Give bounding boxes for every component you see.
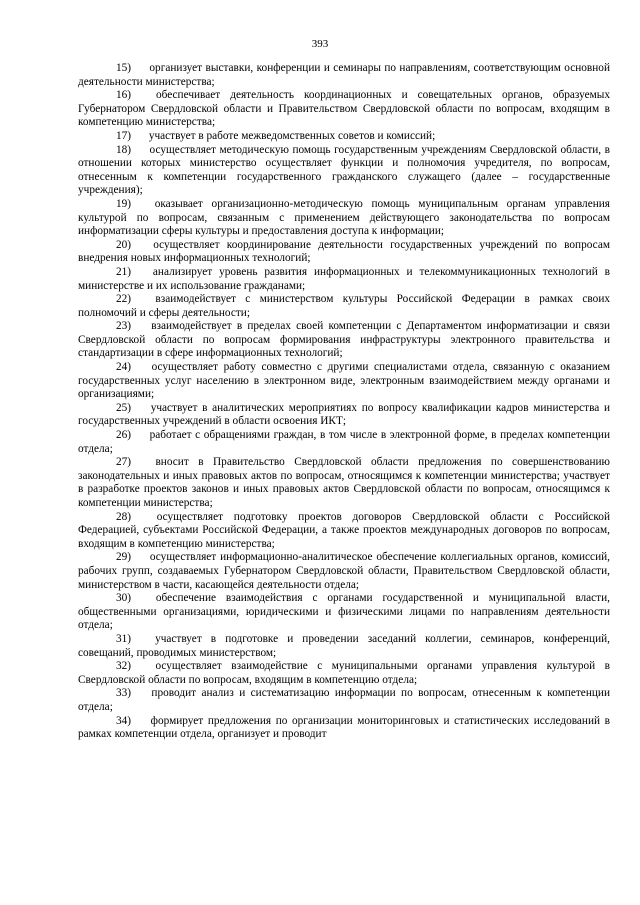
item-text: осуществляет методическую помощь государственным учреждениям Свердловской области, в отношении которых министерство осуществляет функции и полномочия учредителя, по вопросам, отнесенным к компетенции государственного гражданского служащего (далее – государственные учреждения);: [78, 143, 610, 197]
item-number: 22): [116, 293, 132, 306]
item-number: 26): [116, 429, 132, 442]
item-number: 31): [116, 632, 132, 645]
list-item: [78, 660, 610, 687]
item-number: 16): [116, 89, 132, 102]
list-item: [78, 144, 610, 198]
item-text: осуществляет подготовку проектов договоров Свердловской области с Российской Федерацией, субъектами Российской Федерации, а также проектов международных договоров по вопросам, входящим в компетенцию министерства;: [78, 510, 610, 550]
item-text: взаимодействует в пределах своей компетенции с Департаментом информатизации и связи Свердловской области по вопросам формирования инфраструктуры электронного правительства и стандартизации в сфере информационных технологий;: [78, 320, 611, 360]
list-item: [78, 130, 610, 144]
list-item: [78, 592, 610, 633]
item-text: организует выставки, конференции и семинары по направлениям, соответствующим основной деятельности министерства;: [78, 62, 610, 88]
item-text: взаимодействует с министерством культуры Российской Федерации в рамках своих полномочий и сферы деятельности;: [78, 293, 611, 319]
item-number: 19): [116, 197, 132, 210]
list-item: [78, 89, 610, 130]
list-item: [78, 429, 610, 456]
list-item: [78, 715, 610, 742]
item-number: 27): [116, 456, 132, 469]
page-number: 393: [311, 38, 329, 50]
item-text: осуществляет информационно-аналитическое обеспечение коллегиальных органов, комиссий, рабочих групп, создаваемых Губернатором Свердловской области, Правительством Свердловской области, министерством в части, касающейся деятельности отдела;: [78, 551, 610, 591]
list-item: [78, 62, 610, 89]
item-number: 29): [116, 551, 132, 564]
item-text: работает с обращениями граждан, в том числе в электронной форме, в пределах компетенции отдела;: [78, 429, 610, 455]
list-item: [78, 293, 610, 320]
item-text: участвует в подготовке и проведении заседаний коллегии, семинаров, конференций, совещаний, проводимых министерством;: [78, 632, 610, 659]
item-text: анализирует уровень развития информационных и телекоммуникационных технологий в министерстве и их использование гражданами;: [78, 265, 610, 292]
item-number: 24): [116, 361, 132, 374]
item-text: вносит в Правительство Свердловской области предложения по совершенствованию законодательных и иных правовых актов по вопросам, относящимся к компетенции министерства; участвует в разработке проектов законов и иных правовых актов Свердловской области по вопросам, относящимся к компетенции министерства;: [78, 456, 610, 509]
list-item: [78, 198, 610, 239]
item-number: 25): [116, 401, 132, 414]
list-item: [78, 687, 610, 714]
document-body: [78, 62, 610, 742]
item-number: 21): [116, 265, 132, 278]
item-text: обеспечивает деятельность координационных и совещательных органов, образуемых Губернатором Свердловской области и Правительством Свердловской области по вопросам, входящим в компетенцию министерства;: [78, 89, 611, 129]
list-item: [78, 266, 610, 293]
item-text: оказывает организационно-методическую помощь муниципальным органам управления культурой по вопросам, связанным с применением действующего законодательства по вопросам информатизации сферы культуры и предоставления доступа к информации;: [78, 197, 610, 238]
item-number: 15): [116, 62, 132, 74]
list-item: [78, 239, 610, 266]
list-item: [78, 551, 610, 592]
item-number: 28): [116, 510, 132, 523]
item-text: обеспечение взаимодействия с органами государственной и муниципальной власти, общественными организациями, юридическими и физическими лицами по направлениям деятельности отдела;: [78, 592, 610, 632]
list-item: [78, 511, 610, 552]
item-text: участвует в работе межведомственных советов и комиссий;: [148, 129, 436, 142]
list-item: [78, 402, 610, 429]
list-item: [78, 633, 610, 660]
item-number: 34): [116, 714, 132, 727]
list-item: [78, 456, 610, 510]
item-text: осуществляет взаимодействие с муниципальными органами управления культурой в Свердловской области по вопросам, входящим в компетенцию отдела;: [78, 660, 610, 686]
item-text: осуществляет работу совместно с другими специалистами отдела, связанную с оказанием государственных услуг населению в электронном виде, электронным взаимодействием между органами и организациями;: [78, 361, 610, 401]
item-text: проводит анализ и систематизацию информации по вопросам, отнесенным к компетенции отдела;: [78, 687, 610, 713]
item-number: 20): [116, 238, 132, 251]
item-text: формирует предложения по организации мониторинговых и статистических исследований в рамках компетенции отдела, организует и проводит: [78, 714, 611, 741]
item-number: 33): [116, 687, 132, 700]
item-text: участвует в аналитических мероприятиях по вопросу квалификации кадров министерства и государственных учреждений в области освоения ИКТ;: [78, 401, 611, 428]
list-item: [78, 361, 610, 402]
list-item: [78, 320, 610, 361]
item-number: 18): [116, 143, 132, 156]
item-number: 30): [116, 592, 132, 605]
item-number: 23): [116, 320, 132, 333]
item-number: 17): [116, 129, 132, 142]
item-text: осуществляет координирование деятельности государственных учреждений по вопросам внедрения новых информационных технологий;: [78, 238, 610, 265]
item-number: 32): [116, 660, 132, 673]
